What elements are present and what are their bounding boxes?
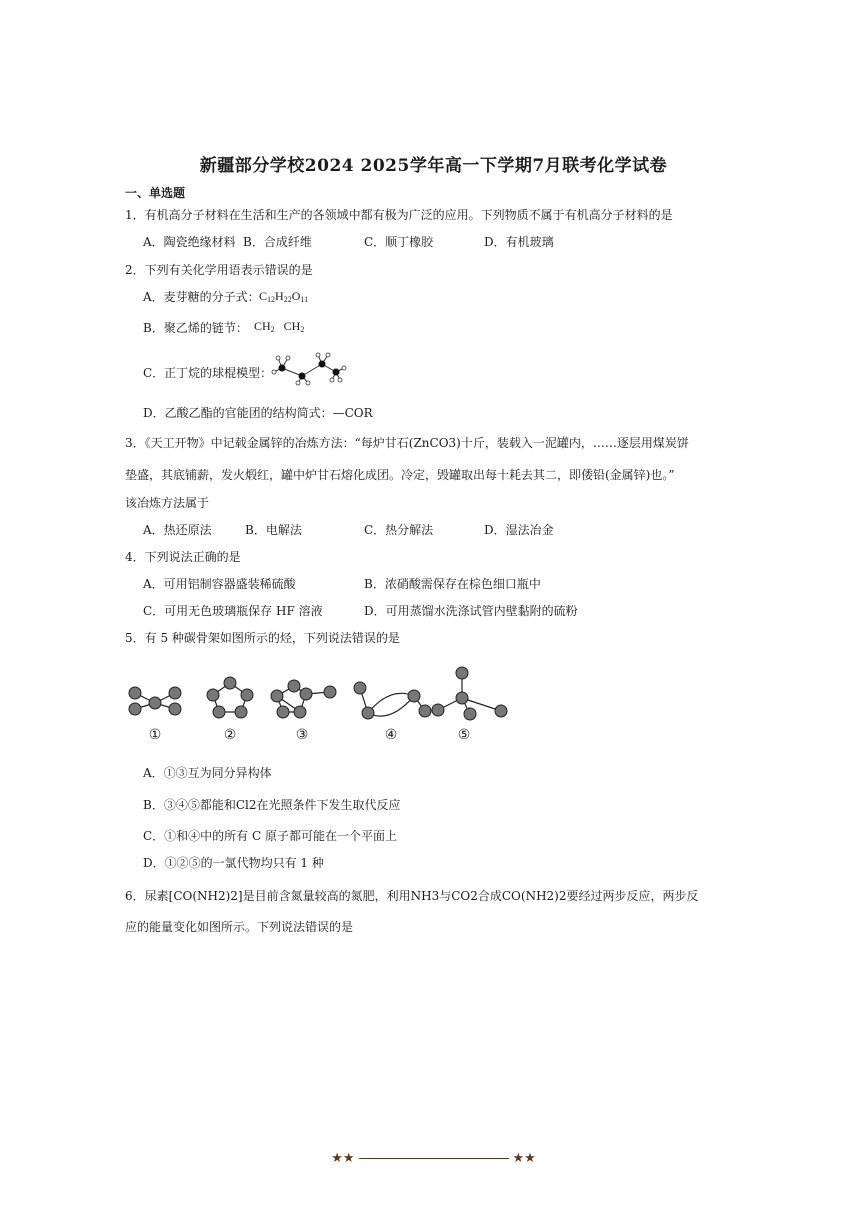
question-2-option-b: B．聚乙烯的链节：: [143, 321, 248, 335]
question-3-option-b: B．电解法: [245, 523, 302, 537]
question-3-option-a: A．热还原法: [143, 523, 212, 537]
footer-stars-left: ★★: [331, 1151, 355, 1166]
question-2-stem: 2．下列有关化学用语表示错误的是: [125, 263, 313, 277]
question-6-line-2: 应的能量变化如图所示。下列说法错误的是: [125, 920, 354, 934]
question-1-option-d: D．有机玻璃: [484, 235, 554, 249]
page-title: 新疆部分学校2024 2025学年高一下学期7月联考化学试卷: [199, 156, 668, 176]
figure-label-2: ②: [223, 727, 237, 743]
question-6-line-1: 6．尿素[CO(NH2)2]是目前含氮量较高的氮肥，利用NH3与CO2合成CO(NH2)2要经过两步反应，两步反: [125, 889, 699, 903]
question-2-option-d: D．乙酸乙酯的官能团的结构简式：—COR: [143, 406, 373, 420]
question-1-option-b: B．合成纤维: [243, 235, 312, 249]
question-4-option-c: C．可用无色玻璃瓶保存 HF 溶液: [143, 604, 323, 618]
question-2-option-c: C．正丁烷的球棍模型：: [143, 366, 273, 380]
figure-label-3: ③: [295, 727, 309, 743]
question-1-option-a: A．陶瓷绝缘材料: [143, 235, 236, 249]
question-3-line-2: 垫盛，其底铺薪，发火煅红，罐中炉甘石熔化成团。冷定，毁罐取出每十耗去其二，即倭铅(金属锌)也。”: [125, 468, 675, 482]
question-3-option-d: D．湿法冶金: [484, 523, 554, 537]
question-5-option-d: D．①②⑤的一氯代物均只有 1 种: [143, 856, 324, 870]
carbon-skeleton-figures: [120, 666, 520, 726]
figure-label-1: ①: [148, 727, 162, 743]
figure-label-4: ④: [384, 727, 398, 743]
question-2-option-a: A．麦芽糖的分子式：: [143, 290, 260, 304]
figure-label-5: ⑤: [457, 727, 471, 743]
question-3-line-1: 3．《天工开物》中记载金属锌的冶炼方法：“每炉甘石(ZnCO3)十斤，装载入一泥罐内，……逐层用煤炭饼: [125, 436, 689, 450]
question-4-option-d: D．可用蒸馏水洗涤试管内壁黏附的硫粉: [364, 604, 578, 618]
maltose-formula: $C_{12}H_{22}O_{11}$: [259, 289, 309, 304]
question-1-stem: 1．有机高分子材料在生活和生产的各领域中都有极为广泛的应用。下列物质不属于有机高分子材料的是: [125, 208, 673, 222]
question-5-option-c: C．①和④中的所有 C 原子都可能在一个平面上: [143, 829, 397, 843]
footer-stars-right: ★★: [512, 1151, 536, 1166]
question-3-line-3: 该冶炼方法属于: [125, 496, 210, 510]
question-4-option-a: A．可用铝制容器盛装稀硫酸: [143, 577, 296, 591]
question-4-stem: 4．下列说法正确的是: [125, 550, 241, 564]
question-1-option-c: C．顺丁橡胶: [364, 235, 434, 249]
page-footer: [0, 1151, 867, 1166]
footer-divider: [359, 1158, 509, 1159]
question-3-option-c: C．热分解法: [364, 523, 434, 537]
question-5-stem: 5．有 5 种碳骨架如图所示的烃，下列说法错误的是: [125, 631, 400, 645]
question-5-option-b: B．③④⑤都能和Cl2在光照条件下发生取代反应: [143, 798, 401, 812]
question-4-option-b: B．浓硝酸需保存在棕色细口瓶中: [364, 577, 541, 591]
polyethylene-unit-formula: $CH_2$ $CH_2$: [254, 319, 305, 334]
section-heading: 一、单选题: [125, 186, 186, 200]
question-5-option-a: A．①③互为同分异构体: [143, 766, 272, 780]
butane-ball-stick-model: [270, 350, 350, 386]
